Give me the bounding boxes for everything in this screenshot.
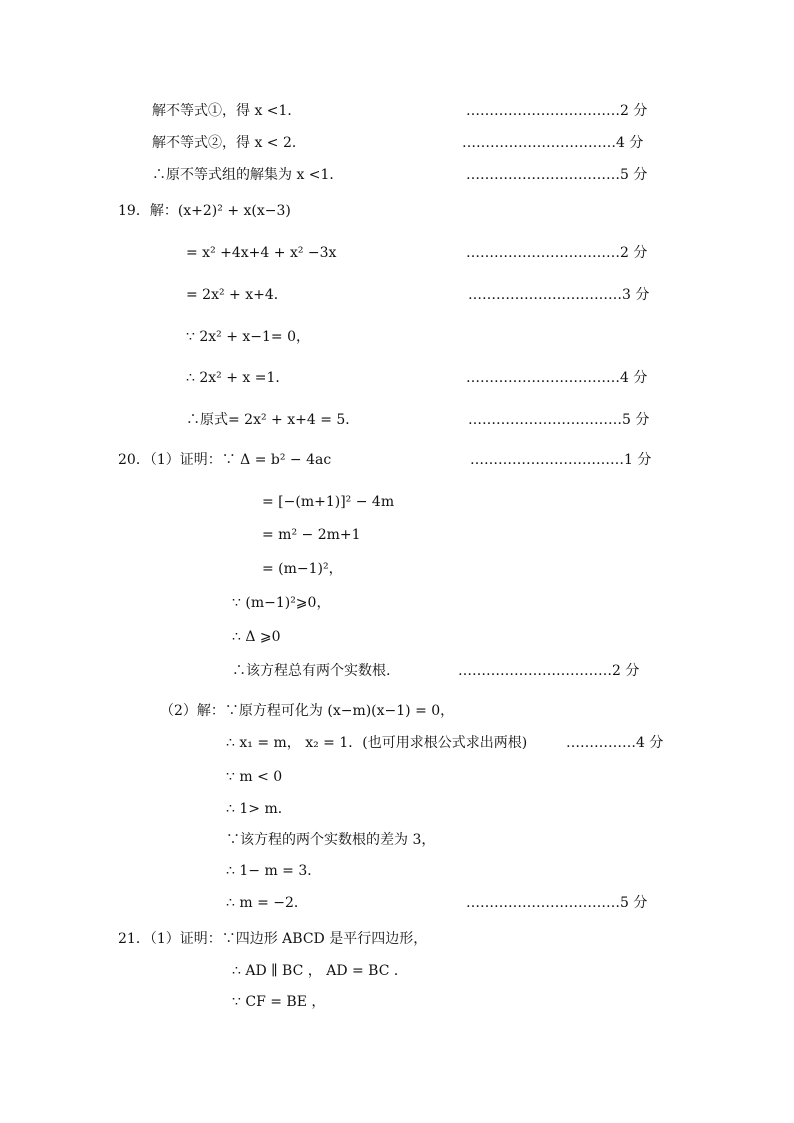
q19-step-1: = x² +4x+4 + x² −3x	[186, 245, 337, 261]
score-marker: ……………………………3 分	[468, 287, 650, 303]
score-marker: ……………………………2 分	[466, 245, 648, 261]
q20-step-2: = m² − 2m+1	[262, 527, 361, 543]
q20-roots: ∴ x₁ = m， x₂ = 1．(也可用求根公式求出两根)	[226, 735, 528, 751]
score-marker: ……………………………2 分	[458, 663, 640, 679]
q21-step-2: ∵ CF = BE ，	[232, 994, 326, 1010]
q20-condition: ∵ m < 0	[226, 769, 283, 785]
q20-part2-heading: （2）解：∵原方程可化为 (x−m)(x−1) = 0，	[160, 703, 455, 719]
q20-part1-heading: 20．（1）证明：∵ Δ = b² − 4ac	[118, 452, 332, 468]
q19-step-2: = 2x² + x+4．	[186, 287, 288, 303]
score-marker: ……………………………2 分	[466, 103, 648, 119]
q19-result: ∴原式= 2x² + x+4 = 5．	[186, 412, 360, 428]
score-marker: ……………………………5 分	[466, 167, 648, 183]
q20-step-1: = [−(m+1)]² − 4m	[262, 494, 395, 510]
q21-step-1: ∴ AD ∥ BC ， AD = BC ．	[232, 963, 408, 979]
q20-equation: ∴ 1− m = 3．	[226, 863, 322, 879]
score-marker: ……………………………4 分	[462, 135, 644, 151]
q19-step-3: ∵ 2x² + x−1= 0，	[186, 329, 311, 345]
score-marker: ……………………………5 分	[466, 895, 648, 911]
score-marker: ……………………………4 分	[466, 370, 648, 386]
q20-answer: ∴ m = −2．	[226, 895, 308, 911]
q20-step-5: ∴ Δ ⩾0	[232, 629, 281, 645]
line-inequality-2: 解不等式②，得 x < 2．	[152, 135, 306, 151]
line-solution-set: ∴原不等式组的解集为 x <1．	[152, 167, 344, 183]
score-marker: ……………………………5 分	[468, 412, 650, 428]
q21-heading: 21．（1）证明：∵四边形 ABCD 是平行四边形，	[118, 931, 428, 947]
q19-step-4: ∴ 2x² + x =1．	[186, 370, 290, 386]
q19-heading: 19．解：(x+2)² + x(x−3)	[118, 203, 291, 219]
q20-conclusion-1: ∴该方程总有两个实数根.	[232, 663, 391, 679]
q20-step-4: ∵ (m−1)²⩾0，	[232, 595, 331, 611]
score-marker: ……………4 分	[566, 735, 664, 751]
line-inequality-1: 解不等式①，得 x <1．	[152, 103, 302, 119]
score-marker: ……………………………1 分	[470, 452, 652, 468]
q20-compare: ∴ 1> m．	[226, 801, 292, 817]
q20-step-3: = (m−1)²，	[262, 561, 343, 577]
q20-difference: ∵该方程的两个实数根的差为 3，	[226, 832, 436, 848]
